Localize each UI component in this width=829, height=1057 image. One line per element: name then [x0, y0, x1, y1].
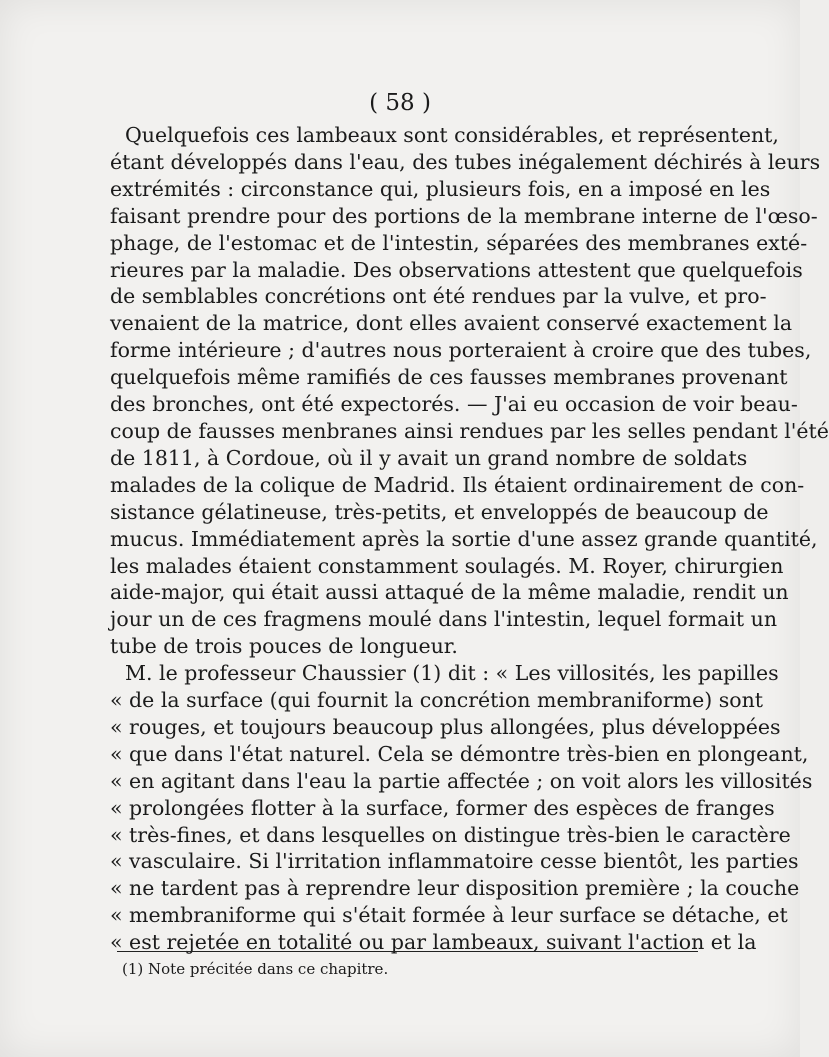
text-line: « membraniforme qui s'était formée à leur surface se détache, et	[110, 903, 788, 928]
footnote: (1) Note précitée dans ce chapitre.	[122, 960, 389, 978]
text-line: venaient de la matrice, dont elles avaient conservé exactement la	[110, 311, 793, 336]
text-line: extrémités : circonstance qui, plusieurs fois, en a imposé en les	[110, 176, 771, 201]
text-line: faisant prendre pour des portions de la membrane interne de l'œso-	[110, 203, 818, 228]
text-line: forme intérieure ; d'autres nous porteraient à croire que des tubes,	[110, 338, 812, 363]
text-line: étant développés dans l'eau, des tubes inégalement déchirés à leurs	[110, 149, 821, 174]
text-line: « en agitant dans l'eau la partie affectée ; on voit alors les villosités	[110, 768, 813, 793]
text-line: coup de fausses menbranes ainsi rendues par les selles pendant l'été	[110, 418, 829, 443]
text-line: sistance gélatineuse, très-petits, et enveloppés de beaucoup de	[110, 499, 769, 524]
text-line: aide-major, qui était aussi attaqué de la même maladie, rendit un	[110, 580, 789, 605]
text-line: Quelquefois ces lambeaux sont considérables, et représentent,	[125, 123, 779, 147]
text-line: « de la surface (qui fournit la concrétion membraniforme) sont	[110, 688, 764, 713]
page-number: ( 58 )	[369, 90, 431, 116]
text-line: les malades étaient constamment soulagés. M. Royer, chirurgien	[110, 553, 784, 578]
text-line: rieures par la maladie. Des observations attestent que quelquefois	[110, 257, 803, 282]
text-line: « que dans l'état naturel. Cela se démontre très-bien en plongeant,	[110, 741, 809, 766]
text-line: malades de la colique de Madrid. Ils étaient ordinairement de con-	[110, 472, 805, 497]
text-line: des bronches, ont été expectorés. — J'ai eu occasion de voir beau-	[110, 392, 798, 417]
footnote-divider	[117, 951, 698, 952]
text-line: « rouges, et toujours beaucoup plus allongées, plus développées	[110, 714, 781, 739]
text-line: phage, de l'estomac et de l'intestin, séparées des membranes exté-	[110, 230, 808, 255]
text-line: « ne tardent pas à reprendre leur disposition première ; la couche	[110, 876, 800, 901]
text-line: « est rejetée en totalité ou par lambeaux, suivant l'action et la	[110, 930, 757, 955]
body-text	[110, 122, 829, 956]
text-line: M. le professeur Chaussier (1) dit : « Les villosités, les papilles	[125, 661, 779, 686]
text-line: « prolongées flotter à la surface, former des espèces de franges	[110, 795, 775, 820]
text-line: quelquefois même ramifiés de ces fausses membranes provenant	[110, 365, 788, 390]
text-line: de 1811, à Cordoue, où il y avait un grand nombre de soldats	[110, 445, 748, 470]
text-line: mucus. Immédiatement après la sortie d'une assez grande quantité,	[110, 526, 818, 551]
text-line: « très-fines, et dans lesquelles on distingue très-bien le caractère	[110, 822, 791, 847]
text-line: jour un de ces fragmens moulé dans l'intestin, lequel formait un	[110, 607, 778, 632]
text-line: de semblables concrétions ont été rendues par la vulve, et pro-	[110, 284, 767, 309]
text-line: tube de trois pouces de longueur.	[110, 634, 458, 659]
text-line: « vasculaire. Si l'irritation inflammatoire cesse bientôt, les parties	[110, 849, 799, 874]
